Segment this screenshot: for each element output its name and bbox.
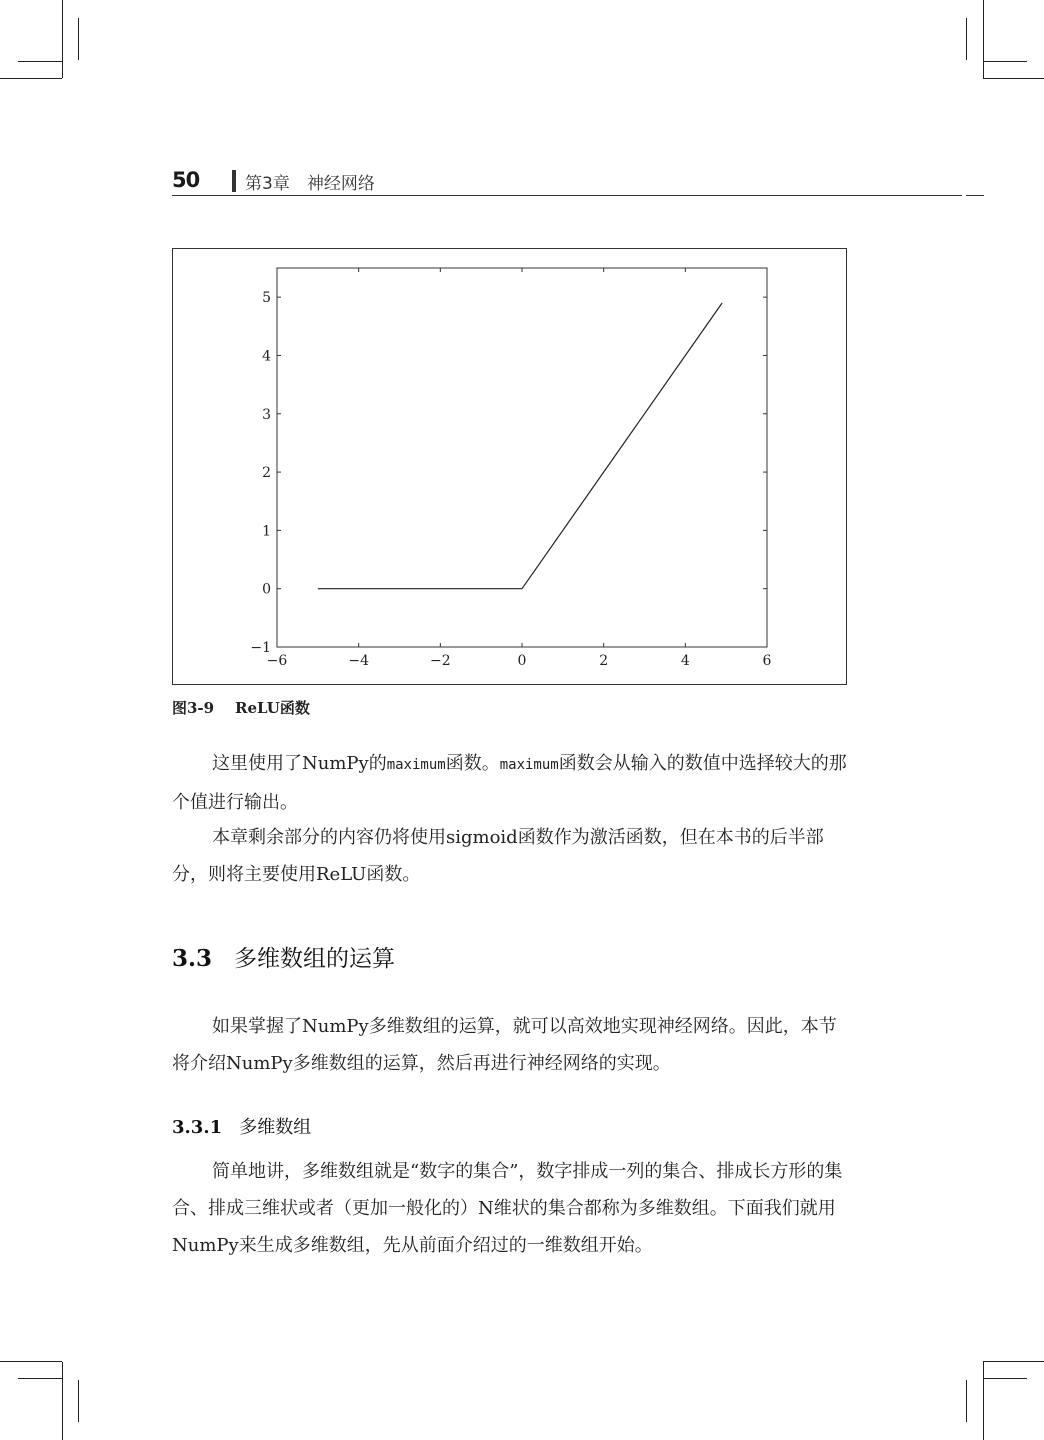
caption-label: 图3-9 [172,699,215,717]
section-number: 3.3 [172,945,213,972]
y-tick-label: 3 [262,406,271,423]
x-tick-label: −4 [348,653,369,669]
crop-mark [62,0,63,78]
header-divider [232,170,236,192]
inline-code: maximum [386,757,446,773]
caption-text: ReLU函数 [235,699,310,717]
plot-axes-box [277,268,767,647]
relu-chart [173,249,848,686]
chapter-title: 第3章 神经网络 [245,174,375,194]
figure-frame [172,248,847,685]
x-tick-label: 0 [517,653,527,669]
crop-mark [0,78,62,79]
subsection-title: 多维数组 [239,1117,312,1138]
x-tick-label: −2 [430,653,451,669]
crop-mark [78,18,79,60]
paragraph-maximum [172,745,848,821]
page-number: 50 [172,168,200,192]
y-tick-label: 1 [262,523,271,540]
crop-mark [983,0,984,78]
crop-mark [62,1362,63,1440]
text-run: 函数。 [445,753,500,774]
figure-caption [172,697,310,718]
y-tick-label: 2 [262,465,271,482]
inline-code: maximum [499,757,559,773]
running-header [172,166,984,196]
crop-mark [18,61,62,62]
crop-mark [966,18,967,60]
y-tick-label: 4 [262,348,271,365]
section-heading [172,940,395,973]
x-tick-label: −6 [266,653,288,669]
paragraph-intro: 如果掌握了NumPy多维数组的运算，就可以高效地实现神经网络。因此，本节将介绍NumPy多维数组的运算，然后再进行神经网络的实现。 [172,1016,837,1074]
x-tick-label: 2 [599,653,609,669]
paragraph-multidim: 简单地讲，多维数组就是“数字的集合”，数字排成一列的集合、排成长方形的集合、排成三维状或者（更加一般化的）N维状的集合都称为多维数组。下面我们就用NumPy来生成多维数组，先从前面介绍过的一维数组开始。 [172,1161,843,1256]
crop-mark [983,1361,1044,1362]
crop-mark [78,1380,79,1422]
crop-mark [0,1361,62,1362]
crop-mark [983,1362,984,1440]
section-title: 多维数组的运算 [233,946,395,972]
subsection-heading [172,1113,311,1139]
crop-mark [983,78,1044,79]
x-tick-label: 4 [680,653,690,669]
header-rule [172,195,962,196]
crop-mark [983,1378,1027,1379]
header-rule [966,195,984,196]
y-tick-label: −1 [250,640,271,656]
text-run: 这里使用了NumPy的 [212,753,387,774]
crop-mark [966,1380,967,1422]
relu-series-line [318,303,722,589]
subsection-number: 3.3.1 [172,1117,223,1138]
x-tick-label: 6 [762,653,772,669]
y-tick-label: 0 [262,581,271,598]
y-tick-label: 5 [262,290,271,307]
crop-mark [18,1378,62,1379]
text-run: 函数会从输入的数值中选择较大的那个值进行输出。 [172,753,847,813]
crop-mark [983,61,1027,62]
paragraph-relu-usage: 本章剩余部分的内容仍将使用sigmoid函数作为激活函数，但在本书的后半部分，则将主要使用ReLU函数。 [172,827,824,885]
